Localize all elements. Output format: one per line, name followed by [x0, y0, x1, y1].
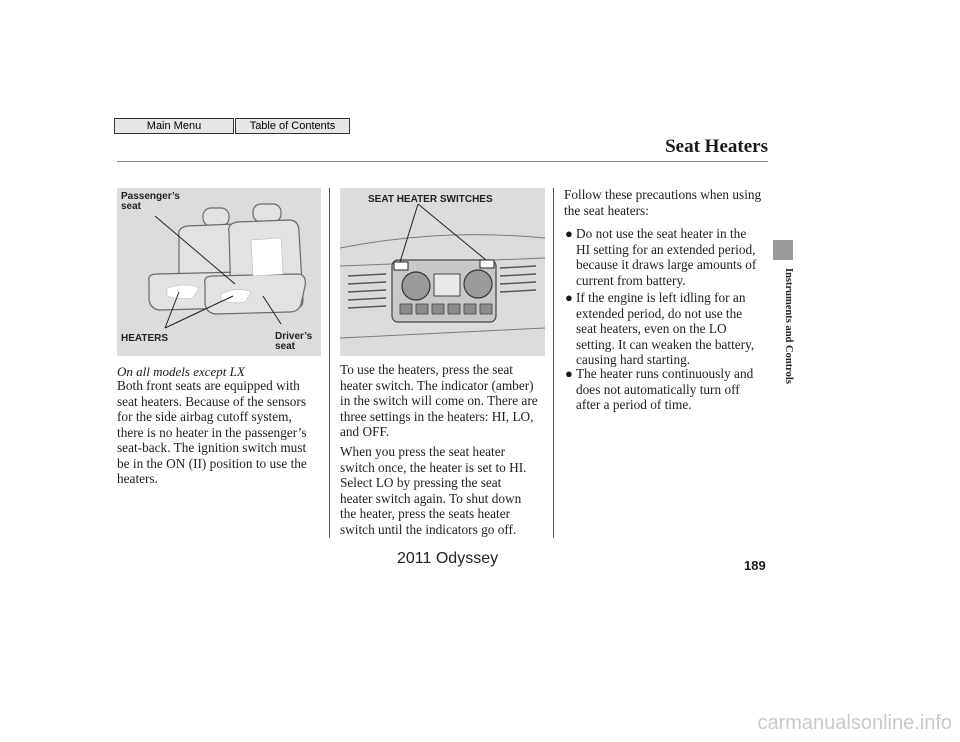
section-label: Instruments and Controls [783, 268, 794, 384]
bullet-marker: ● [565, 290, 573, 305]
table-of-contents-button[interactable]: Table of Contents [235, 118, 350, 134]
precautions-intro: Follow these precautions when using the seat heaters: [564, 187, 762, 218]
seat-heaters-description: Both front seats are equipped with seat heaters. Because of the sensors for the side airbag cutoff system, there is no heater in the passenger’s seat-back. The ignition switch must be in the ON (II) position to use the heaters. [117, 378, 307, 486]
precaution-item: The heater runs continuously and does not automatically turn off after a period of time. [576, 366, 754, 412]
main-menu-button[interactable]: Main Menu [114, 118, 234, 134]
section-tab-marker [773, 240, 793, 260]
column-divider [553, 188, 554, 538]
drivers-seat-label: Driver’s seat [275, 331, 313, 352]
bullet-marker: ● [565, 226, 573, 241]
precaution-item: Do not use the seat heater in the HI setting for an extended period, because it draws large amounts of current from battery. [576, 226, 757, 288]
watermark: carmanualsonline.info [757, 712, 952, 734]
heaters-label: HEATERS [121, 333, 169, 344]
page-number: 189 [744, 558, 766, 573]
seats-illustration [117, 188, 321, 356]
seat-heater-switches-label: SEAT HEATER SWITCHES [368, 194, 493, 205]
column-divider [329, 188, 330, 538]
usage-paragraph: To use the heaters, press the seat heater switch. The indicator (amber) in the switch will come on. There are three settings in the heaters: HI, LO, and OFF. [340, 362, 538, 439]
page-title: Seat Heaters [665, 136, 768, 157]
title-rule [117, 161, 768, 162]
precaution-item: If the engine is left idling for an extended period, do not use the seat heaters, even on the LO setting. It can weaken the battery, causing hard starting. [576, 290, 755, 367]
model-applicability-note: On all models except LX [117, 364, 245, 379]
switches-illustration [340, 188, 545, 356]
model-name: 2011 Odyssey [397, 550, 499, 567]
dashboard-drawing [340, 188, 545, 356]
bullet-marker: ● [565, 366, 573, 381]
settings-paragraph: When you press the seat heater switch once, the heater is set to HI. Select LO by pressing the seat heater switch again. To shut down the heater, press the seats heater switch until the indicators go off. [340, 444, 527, 537]
passenger-seat-label: Passenger’s seat [121, 191, 180, 212]
